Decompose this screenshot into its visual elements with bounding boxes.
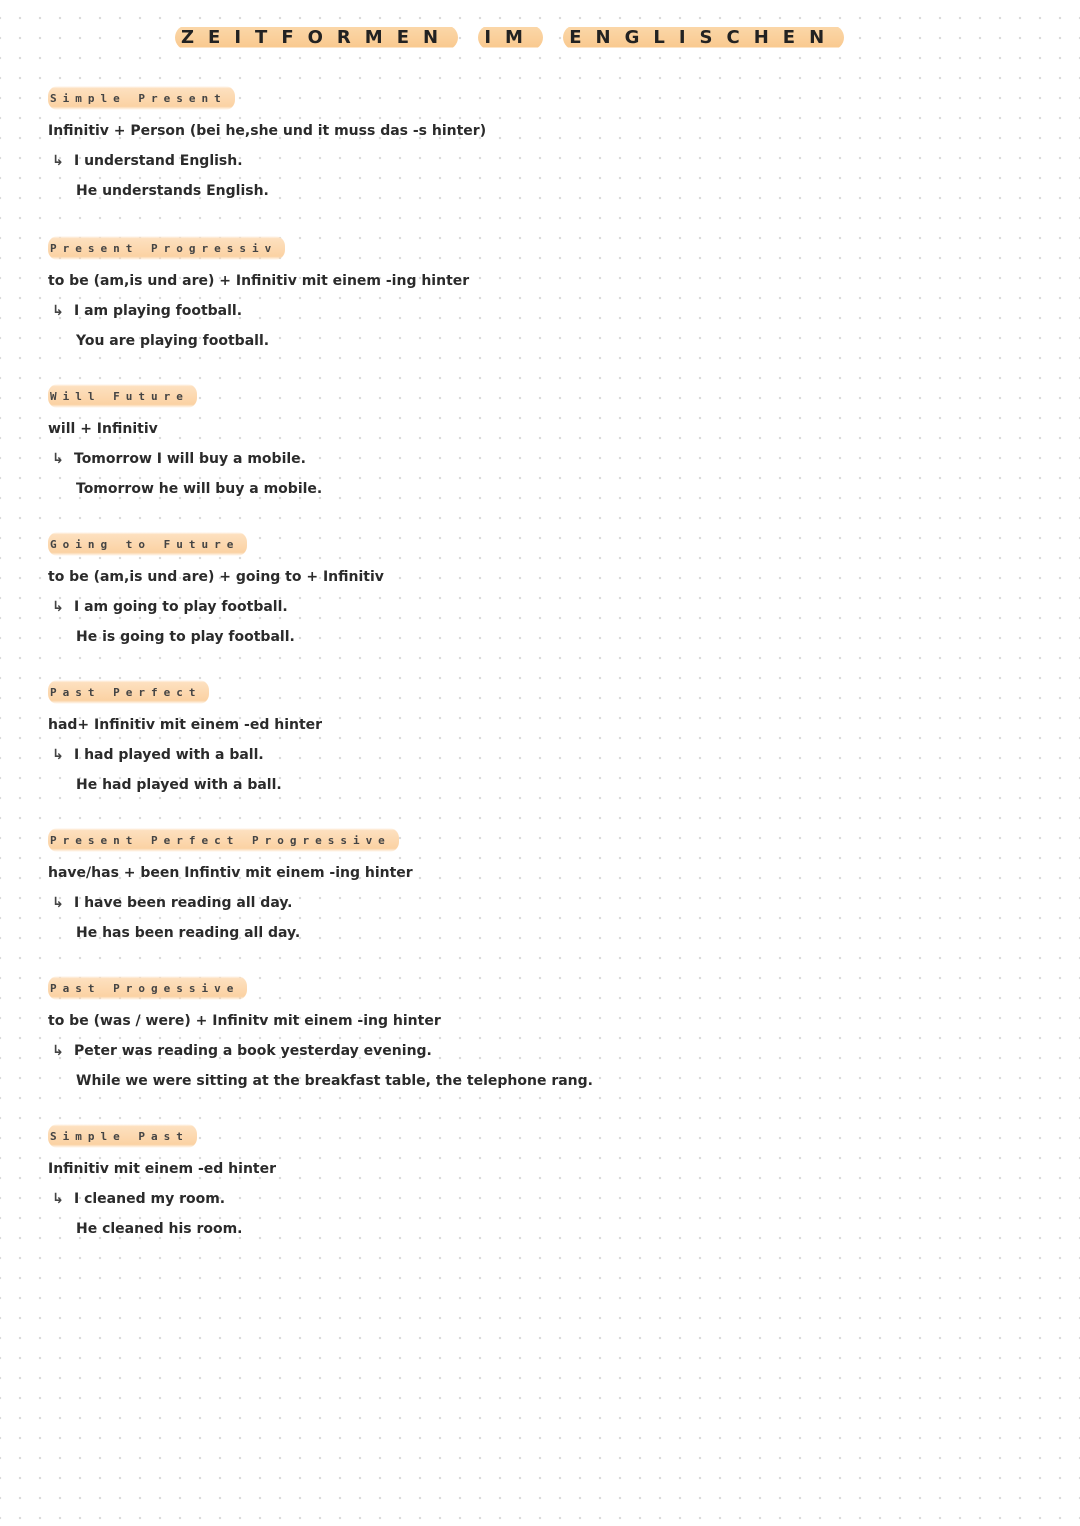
- arrow-icon: ↳: [52, 1191, 64, 1207]
- grammar-rule: Infinitiv mit einem -ed hinter: [48, 1161, 277, 1177]
- section-heading: Past Perfect: [48, 680, 209, 704]
- example-sentence: You are playing football.: [76, 333, 270, 349]
- arrow-icon: ↳: [52, 1043, 64, 1059]
- title-word-2: IM: [478, 25, 543, 50]
- example-sentence: Peter was reading a book yesterday evening.: [74, 1043, 432, 1059]
- arrow-icon: ↳: [52, 747, 64, 763]
- example-sentence: Tomorrow I will buy a mobile.: [74, 451, 306, 467]
- section-present-progressive: [48, 236, 948, 356]
- arrow-icon: ↳: [52, 451, 64, 467]
- example-sentence: He has been reading all day.: [76, 925, 301, 941]
- example-sentence: I understand English.: [74, 153, 243, 169]
- example-line: [48, 296, 948, 326]
- section-past-perfect: [48, 680, 948, 800]
- section-heading: Present Perfect Progressive: [48, 828, 399, 852]
- arrow-icon: ↳: [52, 153, 64, 169]
- example-sentence: He understands English.: [76, 183, 269, 199]
- section-will-future: [48, 384, 948, 504]
- example-line: [48, 146, 948, 176]
- arrow-icon: ↳: [52, 895, 64, 911]
- example-line: [48, 1184, 948, 1214]
- section-heading: Simple Past: [48, 1124, 197, 1148]
- example-sentence: Tomorrow he will buy a mobile.: [76, 481, 323, 497]
- grammar-rule: Infinitiv + Person (bei he,she und it muss das -s hinter): [48, 123, 487, 139]
- example-line: [48, 1036, 948, 1066]
- example-sentence: While we were sitting at the breakfast table, the telephone rang.: [76, 1073, 593, 1089]
- example-sentence: I am going to play football.: [74, 599, 288, 615]
- example-line: [48, 592, 948, 622]
- example-sentence: He cleaned his room.: [76, 1221, 243, 1237]
- example-sentence: I have been reading all day.: [74, 895, 293, 911]
- grammar-rule: to be (was / were) + Infinitv mit einem -ing hinter: [48, 1013, 441, 1029]
- section-heading: Going to Future: [48, 532, 247, 556]
- section-past-progressive: [48, 976, 948, 1096]
- arrow-icon: ↳: [52, 303, 64, 319]
- example-sentence: I cleaned my room.: [74, 1191, 226, 1207]
- grammar-rule: have/has + been Infintiv mit einem -ing hinter: [48, 865, 413, 881]
- grammar-rule: to be (am,is und are) + going to + Infinitiv: [48, 569, 384, 585]
- section-simple-past: [48, 1124, 948, 1244]
- example-sentence: He is going to play football.: [76, 629, 295, 645]
- page-title: [175, 14, 935, 62]
- section-heading: Will Future: [48, 384, 197, 408]
- example-line: [48, 740, 948, 770]
- example-line: [48, 888, 948, 918]
- section-simple-present: [48, 86, 948, 206]
- section-going-to-future: [48, 532, 948, 652]
- grammar-rule: will + Infinitiv: [48, 421, 158, 437]
- section-heading: Simple Present: [48, 86, 235, 110]
- section-heading: Past Progessive: [48, 976, 247, 1000]
- title-word-3: ENGLISCHEN: [563, 25, 844, 50]
- section-heading: Present Progressiv: [48, 236, 285, 260]
- title-word-1: ZEITFORMEN: [175, 25, 458, 50]
- example-sentence: He had played with a ball.: [76, 777, 282, 793]
- arrow-icon: ↳: [52, 599, 64, 615]
- grammar-rule: to be (am,is und are) + Infinitiv mit einem -ing hinter: [48, 273, 470, 289]
- example-line: [48, 444, 948, 474]
- grammar-rule: had+ Infinitiv mit einem -ed hinter: [48, 717, 323, 733]
- example-sentence: I had played with a ball.: [74, 747, 264, 763]
- example-sentence: I am playing football.: [74, 303, 243, 319]
- section-present-perfect-progressive: [48, 828, 948, 948]
